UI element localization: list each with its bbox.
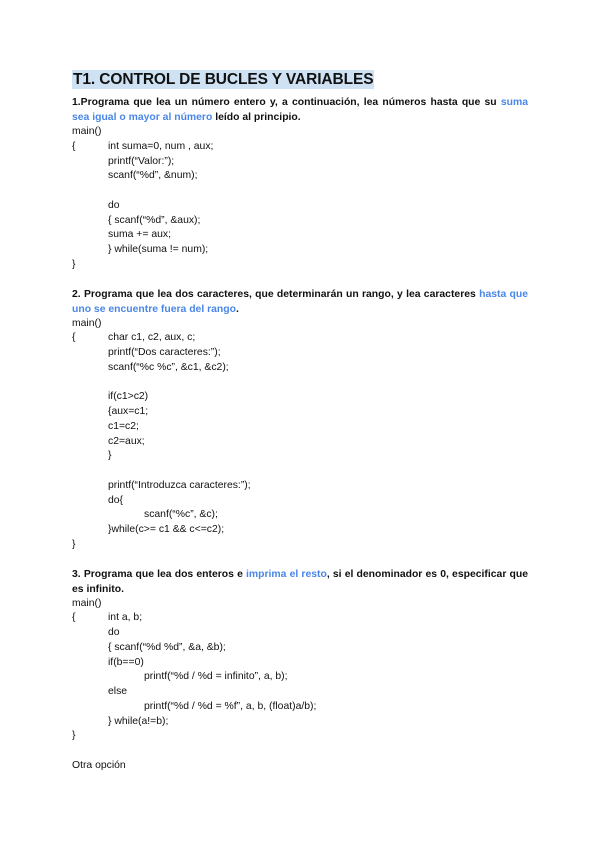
code-line: if(b==0) <box>108 656 144 668</box>
code-line <box>72 140 528 155</box>
exercise-3-highlight: imprima el resto <box>246 568 327 580</box>
code-line: { scanf(“%d”, &aux); <box>108 214 201 226</box>
code-line: printf(“%d / %d = infinito”, a, b); <box>144 671 288 683</box>
code-line: else <box>108 686 128 697</box>
open-brace: { <box>72 332 76 344</box>
code-line: do{ <box>108 494 124 506</box>
open-brace: { <box>72 612 76 624</box>
exercise-3-outro: , si el denominador es 0, especificar que es infinito. <box>72 568 528 595</box>
code-line: }while(c>= c1 && c<=c2); <box>108 524 225 535</box>
page-title: T1. CONTROL DE BUCLES Y VARIABLES <box>73 71 374 88</box>
code-line: scanf(“%c”, &c); <box>144 509 218 521</box>
code-line: c2=aux; <box>108 435 145 447</box>
exercise-1-outro: leído al principio. <box>212 112 301 123</box>
code-line: do <box>108 199 120 211</box>
document-page <box>72 70 528 773</box>
code-line <box>72 611 528 626</box>
code-line: do <box>108 627 120 638</box>
footer-note: Otra opción <box>72 760 126 771</box>
exercise-1-code <box>72 125 528 273</box>
exercise-1-intro: 1.Programa que lea un número entero y, a continuación, lea números hasta que su <box>72 97 501 108</box>
code-text: char c1, c2, aux, c; <box>108 332 196 344</box>
exercise-2-code <box>72 317 528 553</box>
exercise-2-statement <box>72 287 528 317</box>
code-line: } while(suma != num); <box>108 244 209 255</box>
code-text: int suma=0, num , aux; <box>108 140 214 152</box>
exercise-3-code <box>72 597 528 745</box>
open-brace: { <box>72 140 76 152</box>
code-line: {aux=c1; <box>108 406 149 417</box>
exercise-1-statement <box>72 95 528 125</box>
code-line: printf(“Dos caracteres:”); <box>108 347 221 358</box>
code-line: scanf(“%d”, &num); <box>108 170 198 182</box>
code-line: main() <box>72 126 102 137</box>
exercise-3-intro: 3. Programa que lea dos enteros e <box>72 568 247 580</box>
exercise-2-outro: . <box>235 303 239 315</box>
exercise-2-intro: 2. Programa que lea dos caracteres, que determinarán un rango, y lea caracteres <box>72 288 480 300</box>
code-line: } <box>72 538 76 550</box>
exercise-2-highlight: hasta que uno se encuentre fuera del rango <box>72 288 528 315</box>
code-line: { scanf(“%d %d”, &a, &b); <box>108 641 226 653</box>
code-line: main() <box>72 317 102 329</box>
code-text: int a, b; <box>108 612 143 624</box>
code-line: } while(a!=b); <box>108 715 169 727</box>
code-line: suma += aux; <box>108 229 171 241</box>
exercise-3-statement <box>72 567 528 597</box>
code-line: printf(“Valor:”); <box>108 155 175 167</box>
code-line: } <box>72 730 76 742</box>
code-line: printf(“Introduzca caracteres:”); <box>108 479 251 491</box>
code-line: printf(“%d / %d = %f”, a, b, (float)a/b); <box>144 700 317 712</box>
code-line: } <box>72 258 76 270</box>
code-line: if(c1>c2) <box>108 391 149 403</box>
code-line: } <box>108 450 112 462</box>
exercise-1-highlight: suma sea igual o mayor al número <box>72 97 528 123</box>
code-line <box>72 331 528 346</box>
code-line: main() <box>72 597 102 609</box>
code-line: c1=c2; <box>108 420 139 432</box>
code-line: scanf(“%c %c”, &c1, &c2); <box>108 361 229 373</box>
